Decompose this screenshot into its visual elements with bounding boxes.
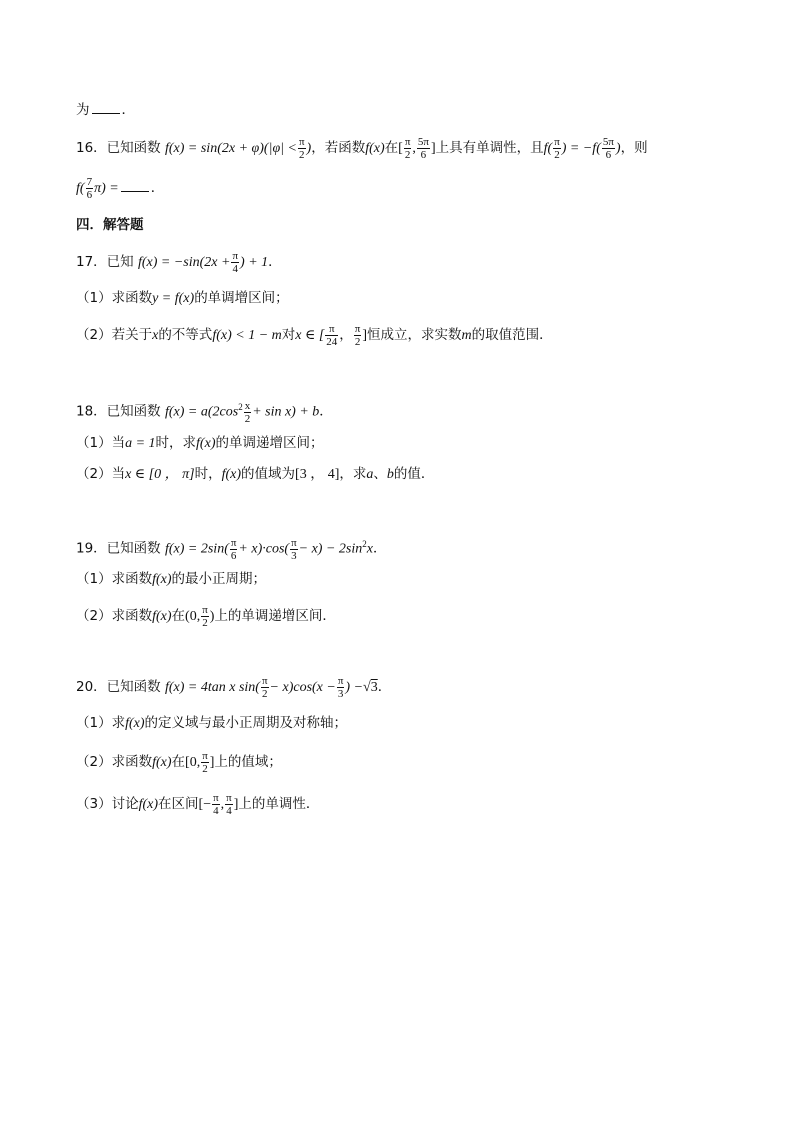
- denominator: 2: [262, 688, 268, 700]
- fraction: [404, 136, 412, 161]
- numerator: π: [202, 750, 208, 762]
- formula: ) −: [345, 680, 364, 695]
- answer-blank: [92, 101, 120, 114]
- denominator: 6: [605, 149, 612, 161]
- formula: a: [366, 467, 374, 482]
- question-16-cont: [76, 176, 754, 201]
- text: 的单调增区间；: [194, 290, 289, 306]
- question-number: 18．已知函数: [76, 403, 161, 420]
- text: （2）求函数: [76, 754, 153, 770]
- formula: ): [306, 141, 312, 156]
- question-20-part-2: [76, 750, 754, 775]
- formula: [−: [198, 797, 212, 812]
- denominator: 2: [404, 149, 411, 161]
- text: 的值．: [393, 466, 435, 482]
- denominator: 6: [230, 549, 237, 562]
- formula: ]: [362, 328, 368, 343]
- numerator: π: [325, 323, 338, 336]
- text: 上的单调性．: [238, 796, 320, 812]
- formula: f(x) = sin(2x + φ)(|φ| <: [164, 141, 297, 156]
- formula: f(x): [365, 141, 385, 156]
- fraction: [325, 323, 338, 348]
- text: ．: [372, 540, 387, 557]
- formula: ): [615, 141, 621, 156]
- question-17: [76, 250, 754, 275]
- numerator: π: [213, 792, 219, 804]
- denominator: 24: [326, 336, 338, 348]
- fraction: [212, 792, 220, 817]
- formula: f(x): [221, 467, 242, 482]
- numerator: π: [337, 675, 344, 687]
- text: （1）求函数: [76, 290, 153, 306]
- formula: x: [152, 328, 159, 343]
- numerator: π: [226, 792, 232, 804]
- numerator: x: [244, 399, 251, 412]
- formula: ]: [430, 141, 436, 156]
- formula: + sin x) + b: [252, 404, 320, 420]
- question-20-part-1: [76, 712, 754, 735]
- question-19: [76, 533, 754, 562]
- text: ，求: [339, 466, 367, 482]
- text: 在区间: [158, 796, 199, 812]
- text: 恒成立，求实数: [367, 327, 462, 343]
- numerator: π: [261, 675, 268, 687]
- fraction: [337, 675, 345, 700]
- text: （2）若关于: [76, 327, 153, 343]
- answer-blank: [121, 179, 149, 192]
- numerator: 7: [86, 176, 93, 188]
- denominator: 6: [420, 149, 427, 161]
- question-17-part-1: [76, 287, 754, 310]
- denominator: 4: [232, 263, 238, 275]
- text: 对: [281, 327, 296, 343]
- question-16: [76, 136, 754, 161]
- question-number: 19．已知函数: [76, 540, 161, 557]
- fraction: [290, 537, 298, 562]
- text: 在: [171, 754, 186, 770]
- fraction: [86, 176, 94, 201]
- question-number: 20．已知函数: [76, 679, 161, 695]
- formula: ]: [233, 797, 239, 812]
- formula: f(x) < 1 − m: [212, 328, 282, 343]
- denominator: 2: [299, 149, 305, 161]
- text: （2）当: [76, 466, 126, 482]
- formula: x ∈ [0 ， π]: [125, 467, 195, 482]
- question-18-part-2: [76, 463, 754, 486]
- numerator: π: [298, 136, 305, 148]
- formula: f(x): [152, 572, 172, 587]
- numerator: π: [354, 323, 361, 335]
- fraction: [230, 537, 238, 562]
- text: ．: [121, 102, 135, 118]
- text: 的不等式: [158, 327, 213, 343]
- question-number: 16．已知函数: [76, 140, 161, 156]
- question-20-part-3: [76, 792, 754, 817]
- formula: a = 1: [125, 436, 156, 451]
- formula: + x)·cos(: [238, 541, 290, 557]
- numerator: π: [230, 536, 237, 549]
- fraction: [354, 323, 362, 348]
- formula: f(x): [196, 436, 216, 451]
- text: 的最小正周期；: [171, 571, 267, 587]
- numerator: 5π: [602, 136, 614, 148]
- formula: f(x) = a(2cos: [164, 404, 239, 420]
- denominator: 4: [213, 805, 219, 817]
- text: 时，求: [155, 435, 197, 451]
- formula: f(x): [125, 716, 145, 731]
- formula: f(x): [138, 797, 159, 812]
- fraction: [553, 136, 561, 161]
- question-19-part-1: [76, 568, 754, 591]
- formula: ) + 1: [240, 255, 269, 270]
- denominator: 6: [86, 189, 93, 201]
- text: ．: [150, 180, 165, 196]
- denominator: 3: [291, 549, 297, 562]
- formula: ): [209, 609, 215, 624]
- denominator: 3: [337, 688, 344, 700]
- fraction: [201, 604, 209, 629]
- formula: b: [386, 467, 394, 482]
- formula: f(x): [152, 755, 172, 770]
- text: （3）讨论: [76, 796, 139, 812]
- fraction: [225, 792, 233, 817]
- numerator: π: [202, 604, 208, 616]
- text: 上的单调递增区间．: [214, 608, 336, 624]
- numerator: π: [404, 136, 411, 148]
- text: 上具有单调性，且: [435, 140, 544, 156]
- text: ．: [268, 254, 282, 270]
- formula: f(x) = 2sin(: [164, 541, 229, 557]
- sqrt-sign: √: [363, 680, 371, 695]
- continuation-line: [76, 99, 754, 121]
- text: ．: [319, 403, 333, 420]
- text: 时，: [194, 466, 222, 482]
- denominator: 2: [354, 336, 361, 348]
- text: 在: [384, 140, 399, 156]
- formula: [: [398, 141, 403, 156]
- numerator: 5π: [417, 136, 429, 148]
- formula: f(: [76, 181, 85, 196]
- denominator: 2: [202, 617, 208, 629]
- fraction: [201, 750, 209, 775]
- question-17-part-2: [76, 323, 754, 348]
- fraction: [298, 136, 306, 161]
- fraction: [602, 136, 615, 161]
- text: （2）求函数: [76, 608, 153, 624]
- denominator: 4: [226, 805, 232, 817]
- radicand: 3: [370, 680, 378, 695]
- denominator: 2: [554, 149, 560, 161]
- question-19-part-2: [76, 604, 754, 629]
- formula: m: [461, 328, 472, 343]
- formula: y = f(x): [152, 291, 195, 306]
- question-18: [76, 396, 754, 425]
- exponent: 2: [362, 539, 367, 549]
- numerator: π: [291, 536, 297, 549]
- text: 的值域为: [241, 466, 296, 482]
- formula: ) = −f(: [561, 141, 601, 156]
- text: 的单调递增区间；: [215, 435, 324, 451]
- text: ，则: [620, 140, 648, 156]
- text: ，: [339, 327, 353, 343]
- fraction: [261, 675, 269, 700]
- numerator: π: [554, 136, 560, 148]
- denominator: 2: [202, 763, 208, 775]
- text: 为: [76, 102, 90, 118]
- text: 上的值域；: [214, 754, 282, 770]
- formula: ,: [412, 141, 416, 156]
- formula: (0,: [185, 609, 201, 624]
- fraction: [231, 250, 239, 275]
- text: （1）求: [76, 715, 126, 731]
- denominator: 2: [244, 412, 251, 425]
- text: 、: [373, 466, 387, 482]
- formula: f(x): [152, 609, 172, 624]
- formula: ,: [220, 797, 225, 812]
- formula: [3 ， 4]: [295, 467, 340, 482]
- question-18-part-1: [76, 432, 754, 455]
- formula: − x)cos(x −: [269, 680, 336, 695]
- numerator: π: [232, 250, 239, 262]
- question-number: 17．已知: [76, 254, 134, 270]
- formula: f(x) = −sin(2x +: [137, 255, 231, 270]
- formula: f(: [543, 141, 553, 156]
- question-20: [76, 675, 754, 700]
- exponent: 2: [238, 402, 243, 412]
- formula: ]: [209, 755, 215, 770]
- text: （1）当: [76, 435, 126, 451]
- text: （1）求函数: [76, 571, 153, 587]
- text: ．: [377, 679, 392, 695]
- formula: − x) − 2sin: [298, 541, 363, 557]
- fraction: [244, 400, 252, 425]
- text: ，若函数: [311, 140, 366, 156]
- formula: f(x) = 4tan x sin(: [164, 680, 260, 695]
- text: 的取值范围．: [471, 327, 553, 343]
- text: 的定义域与最小正周期及对称轴；: [144, 715, 348, 731]
- formula: x: [366, 541, 373, 557]
- fraction: [417, 136, 430, 161]
- formula: π) =: [94, 181, 119, 196]
- text: 在: [171, 608, 186, 624]
- section-heading: 四．解答题: [76, 217, 144, 233]
- formula: [0,: [185, 755, 201, 770]
- formula: x ∈ [: [295, 328, 325, 343]
